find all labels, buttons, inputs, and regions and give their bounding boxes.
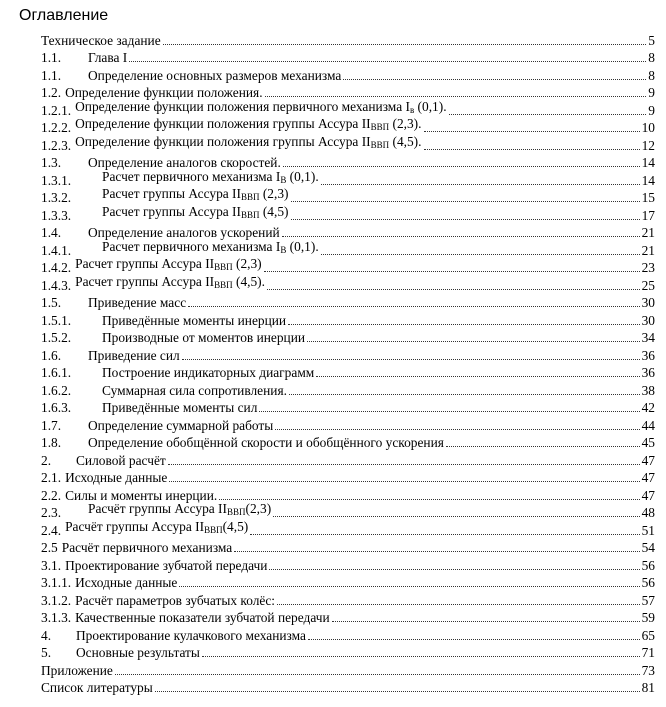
- toc-entry-title: [65, 519, 248, 538]
- toc-entry[interactable]: [0, 293, 666, 311]
- toc-entry-title-text: Исходные данные: [75, 575, 178, 590]
- toc-entry-page-number: 23: [641, 260, 655, 275]
- toc-dot-leader: [264, 270, 640, 272]
- toc-entry-number: 1.6.2.: [41, 382, 72, 398]
- toc-entry-title: [102, 239, 319, 258]
- toc-entry[interactable]: [0, 468, 666, 486]
- toc-entry-title-text: Определение аналогов ускорений: [88, 225, 280, 240]
- toc-entry-title-text: Расчет первичного механизма I: [102, 168, 281, 184]
- toc-dot-leader: [265, 95, 647, 97]
- toc-entry[interactable]: [0, 485, 666, 503]
- toc-entry-title-text: Определение функции положения группы Ассура II: [75, 133, 371, 149]
- toc-dot-leader: [291, 200, 640, 202]
- toc-entry-title: [75, 575, 177, 590]
- toc-entry-title-text: Расчет группы Ассура II: [75, 273, 215, 289]
- toc-entry[interactable]: [0, 363, 666, 381]
- toc-entry-page-number: 15: [641, 190, 655, 205]
- toc-dot-leader: [273, 515, 639, 517]
- toc-entry-number: 1.4.3.: [41, 277, 72, 293]
- toc-entry[interactable]: [0, 538, 666, 556]
- toc-entry-number: 1.4.1.: [41, 242, 72, 258]
- toc-dot-leader: [115, 673, 640, 675]
- toc-entry[interactable]: [0, 660, 666, 678]
- toc-dot-leader: [275, 428, 639, 430]
- toc-entry-title-text: Определение основных размеров механизма: [88, 67, 342, 83]
- toc-entry-page-number: 12: [641, 137, 655, 153]
- toc-entry-page-number: 44: [641, 417, 655, 433]
- toc-dot-leader: [321, 253, 640, 255]
- toc-entry-number: 5.: [41, 645, 52, 660]
- toc-entry-title-text: Расчёт группы Ассура II: [65, 518, 205, 534]
- toc-dot-leader: [155, 690, 640, 692]
- toc-entry-subscript: ВВП: [214, 262, 233, 272]
- toc-dot-leader: [182, 358, 640, 360]
- toc-entry-title-text: Производные от моментов инерции: [102, 330, 306, 345]
- toc-entry-number: 1.3.1.: [41, 172, 72, 188]
- toc-entry[interactable]: [0, 275, 666, 293]
- toc-entry-page-number: 45: [641, 435, 655, 450]
- toc-entry-title: [88, 435, 444, 450]
- toc-entry-title-text: Приложение: [41, 662, 113, 678]
- toc-dot-leader: [316, 375, 639, 377]
- toc-entry-title: [75, 593, 275, 608]
- toc-title: Оглавление: [19, 7, 109, 24]
- toc-dot-leader: [269, 568, 639, 570]
- toc-entry-title-text: Список литературы: [41, 680, 153, 695]
- toc-entry-title: [75, 610, 330, 625]
- toc-entry-page-number: 21: [641, 225, 655, 240]
- toc-entry-title-text: Приведение масс: [88, 295, 187, 310]
- toc-dot-leader: [424, 148, 640, 150]
- toc-entry-number: 3.1.1.: [41, 575, 72, 590]
- toc-entry-page-number: 30: [641, 295, 655, 310]
- toc-entry-title-text: Глава I: [88, 50, 128, 65]
- toc-entry[interactable]: [0, 135, 666, 153]
- toc-dot-leader: [343, 78, 646, 80]
- toc-entry-title-text: Силы и моменты инерции.: [65, 487, 218, 503]
- toc-entry-page-number: 9: [648, 85, 655, 100]
- toc-entry[interactable]: [0, 223, 666, 241]
- toc-entry-subscript: ВВП: [226, 507, 246, 517]
- toc-entry-subscript: В: [280, 174, 287, 185]
- toc-entry-title: [62, 540, 233, 555]
- toc-entry[interactable]: [0, 450, 666, 468]
- toc-entry[interactable]: [0, 328, 666, 346]
- toc-entry[interactable]: [0, 30, 666, 48]
- toc-entry-number: 1.3.: [41, 155, 62, 170]
- toc-entry-number: 1.8.: [41, 435, 62, 450]
- toc-entry-number: 1.6.3.: [41, 400, 72, 415]
- toc-entry-number: 1.2.2.: [41, 120, 72, 135]
- toc-entry[interactable]: [0, 380, 666, 398]
- toc-entry-page-number: 71: [641, 645, 655, 660]
- toc-entry-number: 1.3.3.: [41, 207, 72, 223]
- toc-dot-leader: [163, 43, 647, 45]
- toc-entry-number: 2.1.: [41, 470, 62, 485]
- toc-entry-number: 2.5: [41, 540, 58, 555]
- toc-entry-title-text: Определение функции положения первичного механизма I: [75, 98, 410, 114]
- toc-dot-leader: [168, 463, 640, 465]
- toc-entry[interactable]: [0, 398, 666, 416]
- toc-dot-leader: [219, 498, 639, 500]
- toc-entry-page-number: 47: [641, 487, 655, 503]
- toc-entry-title-suffix: (4,5).: [389, 133, 422, 149]
- toc-entry-page-number: 54: [641, 540, 655, 555]
- toc-entry-title: [102, 383, 287, 398]
- toc-entry-subscript: ВВП: [214, 279, 233, 290]
- toc-entry-title-text: Проектирование кулачкового механизма: [76, 627, 306, 643]
- toc-entry-page-number: 56: [641, 575, 655, 590]
- toc-entry-number: 1.1.: [41, 50, 62, 65]
- toc-dot-leader: [259, 410, 639, 412]
- toc-entry-title-text: Расчёт группы Ассура II: [88, 501, 227, 516]
- toc-entry-title-text: Определение функции положения.: [65, 85, 263, 100]
- toc-dot-leader: [332, 620, 640, 622]
- toc-entry[interactable]: [0, 240, 666, 258]
- toc-entry-title-suffix: (2,3): [245, 501, 272, 516]
- toc-entry-title-text: Расчёт параметров зубчатых колёс:: [75, 592, 276, 608]
- toc-entry-title: [76, 453, 166, 468]
- toc-entry-number: 3.1.2.: [41, 592, 72, 608]
- toc-dot-leader: [169, 480, 639, 482]
- toc-entry-page-number: 30: [641, 312, 655, 328]
- toc-entry-title: [75, 256, 262, 275]
- toc-entry-title: [41, 680, 153, 695]
- toc-entry-title-text: Расчет группы Ассура II: [102, 203, 241, 219]
- toc-entry[interactable]: [0, 83, 666, 101]
- toc-entry-subscript: в: [409, 104, 415, 115]
- toc-entry[interactable]: [0, 258, 666, 276]
- toc-dot-leader: [446, 445, 640, 447]
- toc-entry[interactable]: [0, 608, 666, 626]
- toc-entry-subscript: ВВП: [240, 192, 260, 202]
- toc-entry-subscript: ВВП: [204, 524, 223, 535]
- toc-entry[interactable]: [0, 100, 666, 118]
- toc-entry-title-text: Расчёт первичного механизма: [61, 540, 233, 555]
- toc-entry-title: [102, 186, 289, 205]
- toc-entry-title-text: Определение функции положения группы Ассура II: [75, 116, 371, 131]
- toc-entry-number: 1.2.1.: [41, 102, 72, 118]
- toc-entry-title-text: Исходные данные: [65, 470, 168, 485]
- toc-list: [0, 30, 666, 695]
- toc-entry-title-suffix: (4,5): [222, 518, 249, 534]
- toc-entry-title-suffix: (0,1).: [414, 98, 447, 114]
- toc-entry-title: [102, 330, 305, 345]
- toc-entry[interactable]: [0, 590, 666, 608]
- toc-entry-number: 1.2.: [41, 85, 62, 100]
- toc-entry-subscript: В: [280, 244, 287, 255]
- toc-entry[interactable]: [0, 205, 666, 223]
- toc-entry[interactable]: [0, 415, 666, 433]
- toc-dot-leader: [202, 655, 640, 657]
- toc-entry-page-number: 14: [641, 155, 655, 170]
- toc-entry-title-text: Расчет группы Ассура II: [75, 256, 215, 271]
- toc-entry-page-number: 5: [648, 32, 655, 48]
- toc-entry-page-number: 8: [648, 67, 655, 83]
- toc-entry-title-text: Качественные показатели зубчатой передачи: [75, 610, 330, 625]
- toc-entry-number: 1.6.1.: [41, 365, 72, 380]
- toc-entry-title-text: Приведённые моменты инерции: [102, 312, 287, 328]
- toc-entry-title-suffix: (0,1).: [286, 168, 319, 184]
- toc-entry-title-text: Суммарная сила сопротивления.: [102, 382, 287, 398]
- toc-entry-title-suffix: (2,3): [232, 256, 262, 271]
- toc-dot-leader: [449, 113, 647, 115]
- toc-entry-title: [76, 628, 306, 643]
- toc-entry-page-number: 10: [641, 120, 655, 135]
- toc-entry-title-text: Расчет группы Ассура II: [102, 186, 241, 201]
- toc-entry-number: 1.6.: [41, 347, 62, 363]
- toc-entry-page-number: 48: [641, 505, 655, 520]
- toc-entry-title: [88, 501, 271, 520]
- toc-entry-title-text: Определение суммарной работы: [88, 417, 274, 433]
- toc-entry-subscript: ВВП: [240, 209, 260, 220]
- toc-entry-number: 1.4.: [41, 225, 62, 240]
- toc-entry-page-number: 36: [641, 365, 655, 380]
- toc-entry-number: 1.2.3.: [41, 137, 72, 153]
- toc-entry-number: 1.5.1.: [41, 312, 72, 328]
- toc-entry-title-text: Проектирование зубчатой передачи: [65, 557, 268, 573]
- toc-dot-leader: [283, 165, 640, 167]
- toc-entry-page-number: 36: [641, 347, 655, 363]
- toc-entry-page-number: 81: [641, 680, 655, 695]
- toc-entry-page-number: 47: [641, 452, 655, 468]
- toc-entry-number: 1.5.2.: [41, 330, 72, 345]
- toc-entry-title: [75, 134, 421, 153]
- toc-entry-title: [102, 204, 289, 223]
- toc-entry-number: 1.3.2.: [41, 190, 72, 205]
- toc-entry-page-number: 38: [641, 382, 655, 398]
- toc-dot-leader: [179, 585, 639, 587]
- toc-entry-page-number: 42: [641, 400, 655, 415]
- toc-entry-title-suffix: (4,5).: [232, 273, 265, 289]
- toc-dot-leader: [234, 550, 639, 552]
- toc-entry-page-number: 21: [641, 242, 655, 258]
- toc-entry[interactable]: [0, 555, 666, 573]
- toc-entry-title-text: Основные результаты: [76, 645, 200, 660]
- toc-entry-title-suffix: (4,5): [259, 203, 289, 219]
- toc-entry-title-suffix: (2,3): [259, 186, 289, 201]
- toc-entry-page-number: 8: [648, 50, 655, 65]
- toc-entry-title-text: Определение обобщённой скорости и обобщённого ускорения: [88, 435, 444, 450]
- toc-entry[interactable]: [0, 503, 666, 521]
- toc-entry[interactable]: [0, 625, 666, 643]
- toc-entry-number: 1.7.: [41, 417, 62, 433]
- toc-entry[interactable]: [0, 520, 666, 538]
- toc-entry-page-number: 34: [641, 330, 655, 345]
- toc-entry-title: [76, 645, 200, 660]
- toc-entry-title-text: Силовой расчёт: [76, 452, 166, 468]
- toc-entry-title-text: Техническое задание: [41, 32, 161, 48]
- toc-entry-number: 1.5.: [41, 295, 62, 310]
- toc-entry-page-number: 47: [641, 470, 655, 485]
- toc-entry[interactable]: [0, 643, 666, 661]
- toc-entry-title: [88, 418, 273, 433]
- toc-entry-page-number: 14: [641, 172, 655, 188]
- toc-entry-title-text: Расчет первичного механизма I: [102, 238, 281, 254]
- toc-entry[interactable]: [0, 573, 666, 591]
- toc-dot-leader: [321, 183, 640, 185]
- toc-entry-title: [65, 470, 167, 485]
- toc-dot-leader: [267, 288, 640, 290]
- toc-entry-page-number: 25: [641, 277, 655, 293]
- toc-entry-title: [102, 313, 286, 328]
- toc-entry-title-suffix: (2,3).: [389, 116, 422, 131]
- toc-entry-title: [88, 295, 186, 310]
- toc-entry[interactable]: [0, 433, 666, 451]
- toc-entry[interactable]: [0, 188, 666, 206]
- toc-entry-title: [88, 348, 180, 363]
- toc-entry-subscript: ВВП: [370, 139, 390, 150]
- toc-entry-title: [102, 400, 257, 415]
- toc-dot-leader: [424, 130, 640, 132]
- toc-entry-title: [75, 116, 421, 135]
- toc-entry-page-number: 65: [641, 627, 655, 643]
- toc-dot-leader: [188, 305, 639, 307]
- toc-entry[interactable]: [0, 345, 666, 363]
- toc-entry-page-number: 59: [641, 610, 655, 625]
- toc-dot-leader: [129, 60, 646, 62]
- toc-entry-number: 1.4.2.: [41, 260, 72, 275]
- toc-entry[interactable]: [0, 118, 666, 136]
- toc-entry-title-text: Приведение сил: [88, 347, 180, 363]
- toc-entry-title: [75, 99, 446, 118]
- toc-entry-title-suffix: (0,1).: [286, 238, 319, 254]
- toc-entry-title: [41, 663, 113, 678]
- toc-entry-number: 3.1.3.: [41, 610, 72, 625]
- toc-entry-number: 3.1.: [41, 557, 62, 573]
- toc-entry-title: [102, 365, 314, 380]
- toc-entry-number: 2.3.: [41, 505, 62, 520]
- toc-entry-title: [65, 558, 267, 573]
- toc-entry[interactable]: [0, 65, 666, 83]
- toc-entry-title: [102, 169, 319, 188]
- toc-entry-title-text: Приведённые моменты сил: [102, 400, 258, 415]
- toc-entry-number: 2.2.: [41, 487, 62, 503]
- toc-entry[interactable]: [0, 310, 666, 328]
- toc-entry-number: 1.1.: [41, 67, 62, 83]
- toc-entry-page-number: 57: [641, 592, 655, 608]
- toc-entry-page-number: 56: [641, 557, 655, 573]
- toc-dot-leader: [307, 340, 640, 342]
- toc-dot-leader: [282, 235, 640, 237]
- toc-entry-page-number: 17: [641, 207, 655, 223]
- toc-entry-title: [75, 274, 265, 293]
- toc-entry-page-number: 51: [641, 522, 655, 538]
- toc-entry-number: 2.4.: [41, 522, 62, 538]
- toc-entry-title: [88, 68, 341, 83]
- toc-entry-title: [41, 33, 161, 48]
- toc-entry[interactable]: [0, 48, 666, 66]
- toc-entry-title-text: Построение индикаторных диаграмм: [102, 365, 315, 380]
- toc-entry-subscript: ВВП: [370, 122, 390, 132]
- toc-entry-number: 4.: [41, 627, 52, 643]
- toc-entry-page-number: 9: [648, 102, 655, 118]
- toc-entry[interactable]: [0, 170, 666, 188]
- toc-dot-leader: [308, 638, 640, 640]
- toc-dot-leader: [277, 603, 640, 605]
- toc-dot-leader: [288, 323, 640, 325]
- toc-entry-page-number: 73: [641, 662, 655, 678]
- toc-entry[interactable]: [0, 678, 666, 696]
- toc-dot-leader: [250, 533, 639, 535]
- toc-dot-leader: [289, 393, 640, 395]
- toc-entry[interactable]: [0, 153, 666, 171]
- toc-dot-leader: [291, 218, 640, 220]
- toc-entry-number: 2.: [41, 452, 52, 468]
- toc-entry-title: [88, 50, 127, 65]
- toc-entry-title-text: Определение аналогов скоростей.: [88, 155, 281, 170]
